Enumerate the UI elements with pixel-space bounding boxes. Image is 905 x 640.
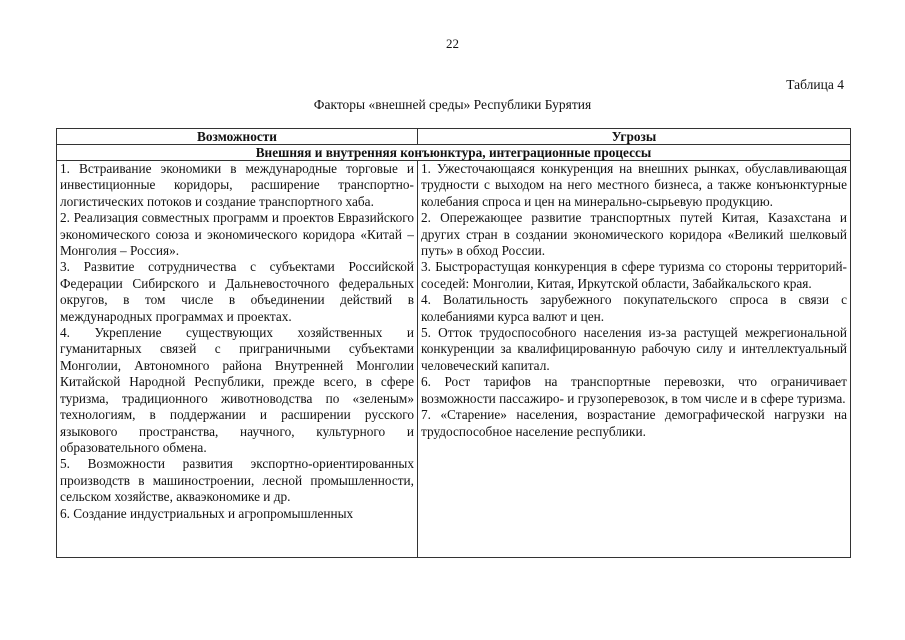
table-title: Факторы «внешней среды» Республики Бурятия xyxy=(313,97,592,112)
section-heading: Внешняя и внутренняя конъюнктура, интеграционные процессы xyxy=(57,145,851,161)
table-label: Таблица 4 xyxy=(786,77,844,92)
threat-item: 1. Ужесточающаяся конкуренция на внешних рынках, обуславливающая трудности с выходом на него местного бизнеса, а также конъюнктурные колебания спроса и цен на минерально-сырьевую продукцию. xyxy=(421,161,847,209)
threat-item: 3. Быстрорастущая конкуренция в сфере туризма со стороны территорий-соседей: Монголии, Китая, Иркутской области, Забайкальского края. xyxy=(421,259,847,291)
threat-item: 5. Отток трудоспособного населения из-за растущей межрегиональной конкуренции за квалифицированную рабочую силу и интеллектуальный человеческий капитал. xyxy=(421,325,847,373)
opportunity-item: 6. Создание индустриальных и агропромышленных xyxy=(60,505,354,521)
threat-item: 2. Опережающее развитие транспортных путей Китая, Казахстана и других стран в создании экономического коридора «Великий шелковый путь» в обход России. xyxy=(421,210,847,259)
threat-item: 7. «Старение» населения, возрастание демографической нагрузки на трудоспособное население республики. xyxy=(421,407,847,439)
header-threats: Угрозы xyxy=(418,129,851,145)
opportunity-item: 5. Возможности развития экспортно-ориентированных производств в машиностроении, лесной промышленности, сельском хозяйстве, аквaэкономике и др. xyxy=(60,456,414,505)
opportunities-cell xyxy=(57,161,418,558)
opportunity-item: 2. Реализация совместных программ и проектов Евразийского экономического союза и экономического коридора «Китай – Монголия – Россия». xyxy=(60,210,414,259)
page-number: 22 xyxy=(446,36,459,51)
header-opportunities: Возможности xyxy=(57,129,418,145)
threat-item: 6. Рост тарифов на транспортные перевозки, что ограничивает возможности пассажиро- и грузоперевозок, в том числе и в сфере туризма. xyxy=(421,374,847,406)
threats-cell xyxy=(418,161,851,558)
factors-table xyxy=(56,128,851,558)
opportunity-item: 3. Развитие сотрудничества с субъектами Российской Федерации Сибирского и Дальневосточного федеральных округов, в том числе в объединении действий в международных программах и проектах. xyxy=(60,259,414,324)
opportunity-item: 1. Встраивание экономики в международные торговые и инвестиционные коридоры, расширение транспортно-логистических потоков и создание транспортного хаба. xyxy=(60,161,414,209)
content-row xyxy=(57,161,851,558)
threat-item: 4. Волатильность зарубежного покупательского спроса в связи с колебаниями курса валют и цен. xyxy=(421,292,847,324)
opportunity-item: 4. Укрепление существующих хозяйственных и гуманитарных связей с приграничными субъектами Монголии, Автономного района Внутренней Монголии Китайской Народной Республики, прежде всего, в сфере туризма, традиционного животноводства по «зеленым» технологиям, в поддержании и расширении русского языкового пространства, научного, культурного и образовательного обмена. xyxy=(60,325,414,455)
header-row xyxy=(57,129,851,145)
section-row xyxy=(57,145,851,161)
